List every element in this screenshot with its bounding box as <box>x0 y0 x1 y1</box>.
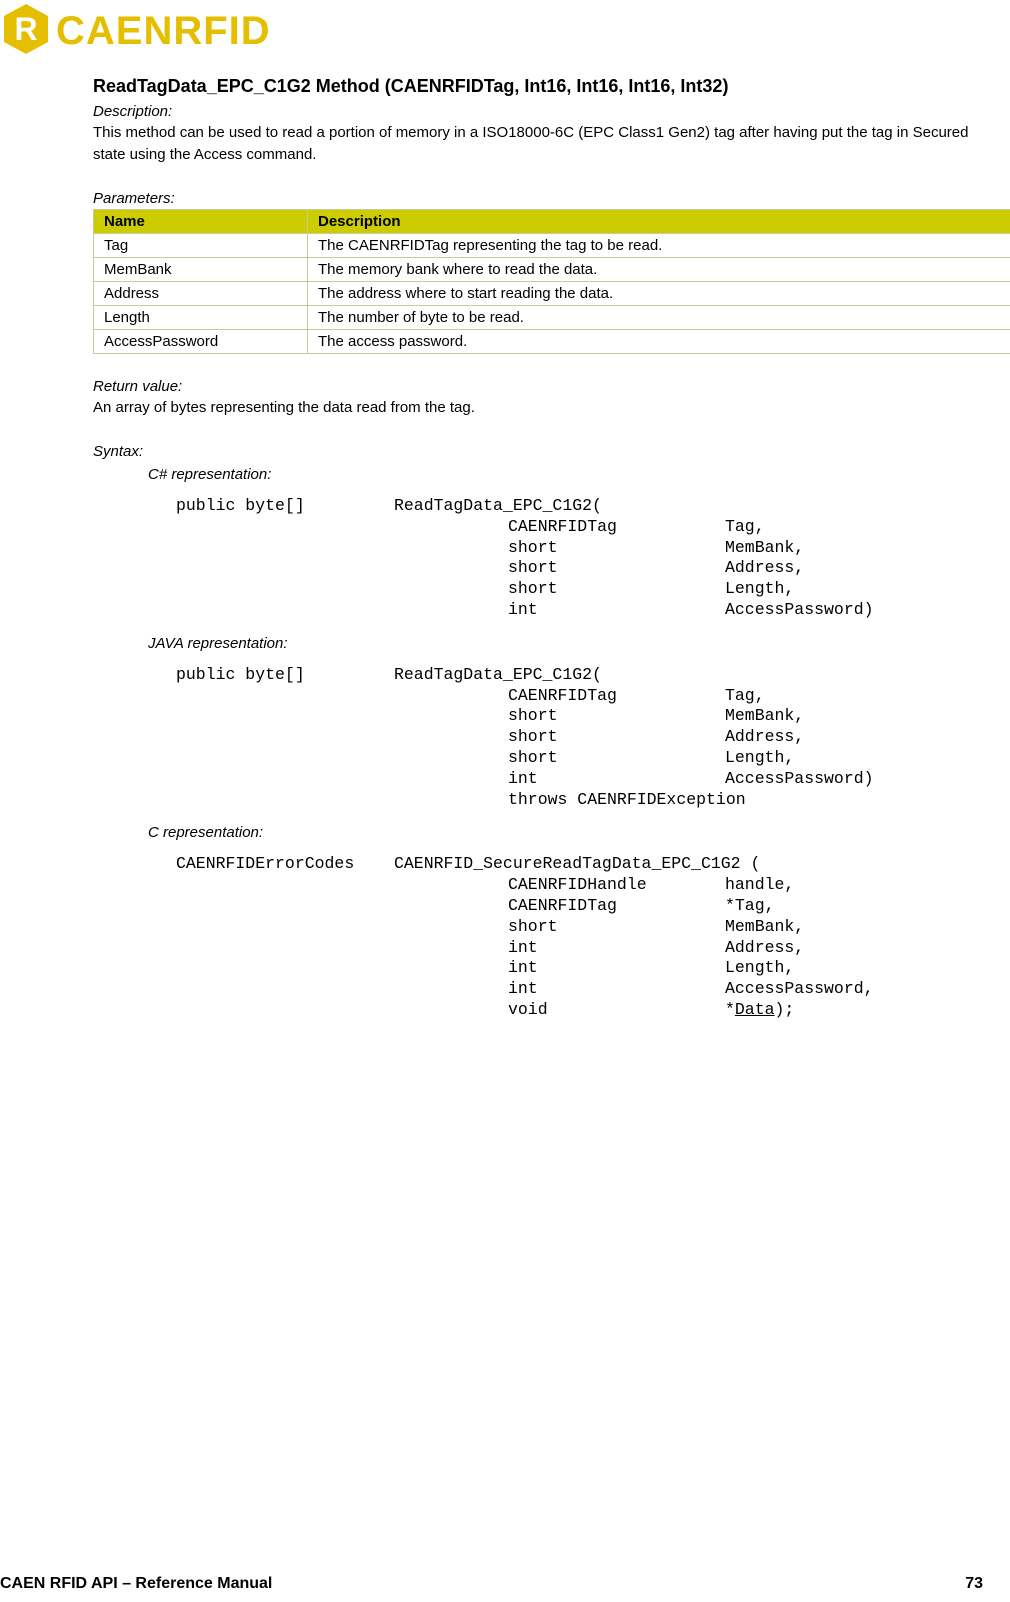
description-label: Description: <box>93 103 173 120</box>
table-row <box>94 258 1010 282</box>
syntax-label: Syntax: <box>93 443 144 460</box>
code-line: CAENRFIDErrorCodes CAENRFID_SecureReadTagData_EPC_C1G2 ( <box>176 854 761 874</box>
param-description: The access password. <box>308 330 1010 354</box>
code-line: throws CAENRFIDException <box>508 789 746 809</box>
parameters-table <box>93 209 1010 354</box>
code-line: CAENRFIDTag Tag, <box>508 516 765 536</box>
code-line: CAENRFIDTag *Tag, <box>508 895 775 915</box>
csharp-label: C# representation: <box>148 466 272 483</box>
method-title: ReadTagData_EPC_C1G2 Method (CAENRFIDTag, Int16, Int16, Int16, Int32) <box>93 76 729 96</box>
param-name: Address <box>94 282 308 306</box>
param-description: The memory bank where to read the data. <box>308 258 1010 282</box>
code-line: CAENRFIDTag Tag, <box>508 685 765 705</box>
document-body <box>93 74 993 1033</box>
code-line: int AccessPassword) <box>508 768 874 788</box>
code-line: short MemBank, <box>508 706 805 726</box>
footer-title: CAEN RFID API – Reference Manual <box>0 1575 273 1592</box>
code-line: short Length, <box>508 579 795 599</box>
page-number: 73 <box>965 1575 983 1592</box>
code-line: void *Data); <box>508 999 795 1019</box>
svg-text:R: R <box>14 11 38 47</box>
code-line: short Address, <box>508 558 805 578</box>
code-line: public byte[] ReadTagData_EPC_C1G2( <box>176 496 602 515</box>
java-label: JAVA representation: <box>148 634 288 652</box>
table-row <box>94 330 1010 354</box>
csharp-code <box>176 496 993 621</box>
code-line: short MemBank, <box>508 916 805 936</box>
code-line: public byte[] ReadTagData_EPC_C1G2( <box>176 664 602 684</box>
syntax-block <box>148 464 993 1021</box>
header-description: Description <box>308 210 1010 234</box>
code-line: short Address, <box>508 727 805 747</box>
c-label: C representation: <box>148 824 264 842</box>
code-line: int Length, <box>508 958 795 978</box>
param-description: The number of byte to be read. <box>308 306 1010 330</box>
code-line: int Address, <box>508 937 805 957</box>
table-row <box>94 234 1010 258</box>
param-name: AccessPassword <box>94 330 308 354</box>
code-line: int AccessPassword) <box>508 599 874 619</box>
table-row <box>94 306 1010 330</box>
description-text: This method can be used to read a portion of memory in a ISO18000-6C (EPC Class1 Gen2) tag after having put the tag in Secured state using the Access command. <box>93 124 969 163</box>
code-line: int AccessPassword, <box>508 979 874 999</box>
table-header-row <box>94 210 1010 234</box>
return-text: An array of bytes representing the data read from the tag. <box>93 399 475 416</box>
caenrfid-logo <box>0 2 280 58</box>
param-description: The address where to start reading the data. <box>308 282 1010 306</box>
header-name: Name <box>94 210 308 234</box>
param-description: The CAENRFIDTag representing the tag to be read. <box>308 234 1010 258</box>
logo-text: CAENRFID <box>56 9 271 53</box>
return-label: Return value: <box>93 378 183 395</box>
code-line: CAENRFIDHandle handle, <box>508 875 795 895</box>
code-line: short Length, <box>508 747 795 767</box>
parameters-label: Parameters: <box>93 190 175 207</box>
java-code <box>176 665 993 811</box>
c-code <box>176 854 993 1020</box>
param-name: MemBank <box>94 258 308 282</box>
code-line: short MemBank, <box>508 537 805 557</box>
param-name: Length <box>94 306 308 330</box>
param-name: Tag <box>94 234 308 258</box>
table-row <box>94 282 1010 306</box>
